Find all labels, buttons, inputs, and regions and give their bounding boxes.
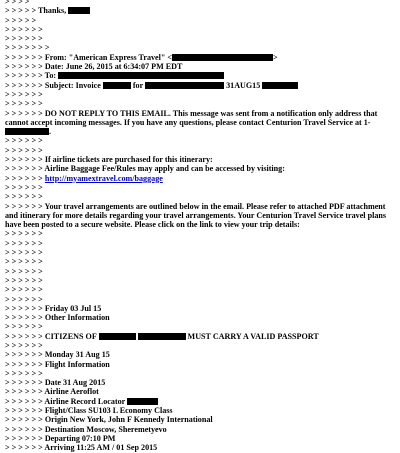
- redacted-email: [172, 54, 273, 61]
- locator-text: > > > > > > Airline Record Locator: [5, 396, 128, 406]
- email-body: [5, 0, 397, 453]
- to-text: > > > > > > To:: [5, 71, 59, 81]
- destination-line: > > > > > > Destination Moscow, Sheremetyevo: [5, 424, 167, 434]
- baggage-link[interactable]: http://myamextravel.com/baggage: [44, 173, 163, 183]
- quote-line: > > > > >: [5, 15, 39, 25]
- do-not-reply-end: .: [49, 127, 52, 137]
- flight-info-line: > > > > > > Flight Information: [5, 359, 110, 369]
- do-not-reply-text: > > > > > > DO NOT REPLY TO THIS EMAIL. This message was sent from a notification only address that cannot accept incoming messages. If you have any questions, please contact Centurion Travel Service at 1-: [5, 108, 380, 127]
- quote-line: > > > > > >: [5, 257, 45, 267]
- from-text: > > > > > > From: "American Express Travel" <: [5, 52, 173, 62]
- quote-prefix: > > > > > >: [5, 173, 45, 183]
- departing-line: > > > > > > Departing 07:10 PM: [5, 433, 116, 443]
- quote-line: > > > > > >: [5, 136, 45, 146]
- do-not-reply-paragraph: [5, 109, 397, 137]
- subject-text-c: 31AUG15: [224, 80, 263, 90]
- subject-line: [5, 81, 397, 90]
- baggage-line: > > > > > > Airline Baggage Fee/Rules may apply and can be accessed by visiting:: [5, 164, 285, 174]
- quote-line: > > > > > > >: [5, 43, 52, 53]
- to-line: [5, 71, 397, 80]
- airline-line: > > > > > > Airline Aeroflot: [5, 387, 99, 397]
- date-line: > > > > > > Date: June 26, 2015 at 6:34:07 PM EDT: [5, 62, 183, 72]
- flight-date-line: > > > > > > Date 31 Aug 2015: [5, 378, 106, 388]
- flight-class-line: > > > > > > Flight/Class SU103 L Economy Class: [5, 406, 173, 416]
- quote-line: > > > > > >: [5, 238, 45, 248]
- monday-line: > > > > > > Monday 31 Aug 15: [5, 350, 110, 360]
- redacted-subject-end: [262, 82, 298, 89]
- quote-line: > > > > > >: [5, 266, 45, 276]
- subject-text-a: > > > > > > Subject: Invoice: [5, 80, 103, 90]
- quote-line: > > > > > >: [5, 340, 45, 350]
- baggage-link-line: [5, 174, 397, 183]
- thanks-text: > > > > > Thanks,: [5, 6, 69, 16]
- quote-line: > > > > > >: [5, 182, 45, 192]
- redacted-invoice: [103, 82, 131, 89]
- redacted-phone: [5, 127, 52, 137]
- redacted-country-2: [138, 333, 186, 340]
- quote-line: > > > > > >: [5, 322, 45, 332]
- subject-text-b: for: [130, 80, 146, 90]
- citizens-line: [5, 332, 397, 341]
- quote-line: > > > > > >: [5, 89, 45, 99]
- quote-line: > > > > > >: [5, 285, 45, 295]
- citizens-text-a: > > > > > > CITIZENS OF: [5, 331, 99, 341]
- arrangements-paragraph: > > > > > > Your travel arrangements are outlined below in the email. Please refer to attached PDF attachment and itinerary for more details regarding your travel arrangements. Your Centurion Travel Service travel plans have been posted to a secure website. Please click on the link to view your trip details:: [5, 201, 389, 230]
- redacted-locator: [127, 398, 158, 405]
- redacted-name: [68, 7, 90, 14]
- quote-line: > > > > > >: [5, 145, 45, 155]
- redacted-recipient: [58, 72, 224, 79]
- quote-line: > > > > > >: [5, 275, 45, 285]
- quote-line: > > > > > >: [5, 192, 45, 202]
- citizens-text-b: MUST CARRY A VALID PASSPORT: [185, 331, 319, 341]
- quote-line: > > > > > >: [5, 368, 45, 378]
- locator-line: [5, 397, 397, 406]
- quote-line: > > > > > >: [5, 99, 45, 109]
- airline-tickets-line: > > > > > > If airline tickets are purchased for this itinerary:: [5, 155, 213, 165]
- redacted-subject: [145, 82, 224, 89]
- quote-line: > > > > > >: [5, 24, 45, 34]
- friday-line: > > > > > > Friday 03 Jul 15: [5, 303, 102, 313]
- from-end: >: [273, 52, 278, 62]
- quote-line: > > > >: [5, 0, 32, 6]
- from-line: [5, 53, 397, 62]
- origin-line: > > > > > > Origin New York, John F Kennedy International: [5, 415, 213, 425]
- thanks-line: [5, 6, 397, 15]
- quote-line: > > > > > >: [5, 229, 45, 239]
- redacted-country: [99, 333, 136, 340]
- quote-line: > > > > > >: [5, 248, 45, 258]
- other-info-line: > > > > > > Other Information: [5, 313, 110, 323]
- quote-line: > > > > > >: [5, 34, 45, 44]
- arriving-line: > > > > > > Arriving 11:25 AM / 01 Sep 2015: [5, 443, 158, 453]
- quote-line: > > > > > >: [5, 294, 45, 304]
